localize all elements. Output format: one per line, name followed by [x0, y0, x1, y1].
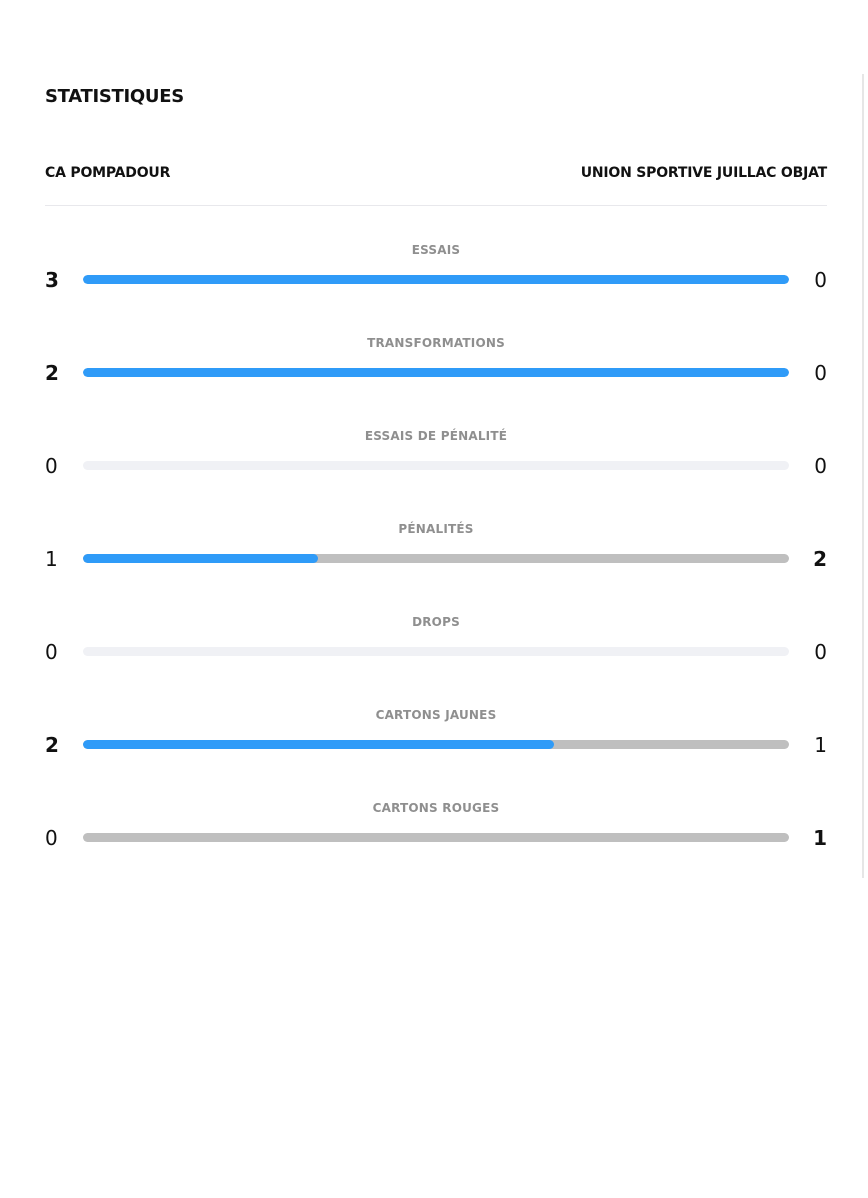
stat-bar-home-fill	[83, 275, 789, 284]
home-team-name: CA POMPADOUR	[45, 165, 171, 181]
stat-bar-track	[83, 554, 789, 563]
stat-bar-track	[83, 461, 789, 470]
stat-bar-home-fill	[83, 740, 554, 749]
stat-label: TRANSFORMATIONS	[367, 336, 505, 350]
stat-label: CARTONS ROUGES	[372, 801, 500, 815]
home-stat-value: 1	[45, 547, 58, 571]
stat-bar-track	[83, 368, 789, 377]
stat-row	[45, 801, 827, 861]
stat-bar-home-fill	[83, 554, 318, 563]
stat-bar-home-fill	[83, 368, 789, 377]
home-stat-value: 3	[45, 268, 59, 292]
away-stat-value: 0	[814, 361, 827, 385]
away-stat-value: 0	[814, 454, 827, 478]
stat-bar-track	[83, 647, 789, 656]
stat-label: PÉNALITÉS	[398, 522, 474, 536]
stat-label: ESSAIS	[411, 243, 461, 257]
stat-row	[45, 522, 827, 582]
stat-row	[45, 243, 827, 303]
stat-bar-track	[83, 833, 789, 842]
stat-label: DROPS	[412, 615, 460, 629]
home-stat-value: 0	[45, 826, 58, 850]
away-stat-value: 2	[813, 547, 827, 571]
stat-label: ESSAIS DE PÉNALITÉ	[364, 429, 508, 443]
away-stat-value: 0	[814, 640, 827, 664]
away-stat-value: 1	[813, 826, 827, 850]
away-stat-value: 1	[814, 733, 827, 757]
away-team-name: UNION SPORTIVE JUILLAC OBJAT	[580, 165, 827, 181]
stat-row	[45, 708, 827, 768]
home-stat-value: 2	[45, 733, 59, 757]
stat-bar-track	[83, 740, 789, 749]
stat-label: CARTONS JAUNES	[375, 708, 497, 722]
home-stat-value: 0	[45, 454, 58, 478]
stat-bar-track	[83, 275, 789, 284]
stat-row	[45, 429, 827, 489]
home-stat-value: 2	[45, 361, 59, 385]
stat-row	[45, 336, 827, 396]
home-stat-value: 0	[45, 640, 58, 664]
stat-row	[45, 615, 827, 675]
away-stat-value: 0	[814, 268, 827, 292]
scrollbar[interactable]	[862, 74, 864, 878]
teams-header	[45, 165, 827, 206]
statistics-title: STATISTIQUES	[45, 86, 184, 107]
